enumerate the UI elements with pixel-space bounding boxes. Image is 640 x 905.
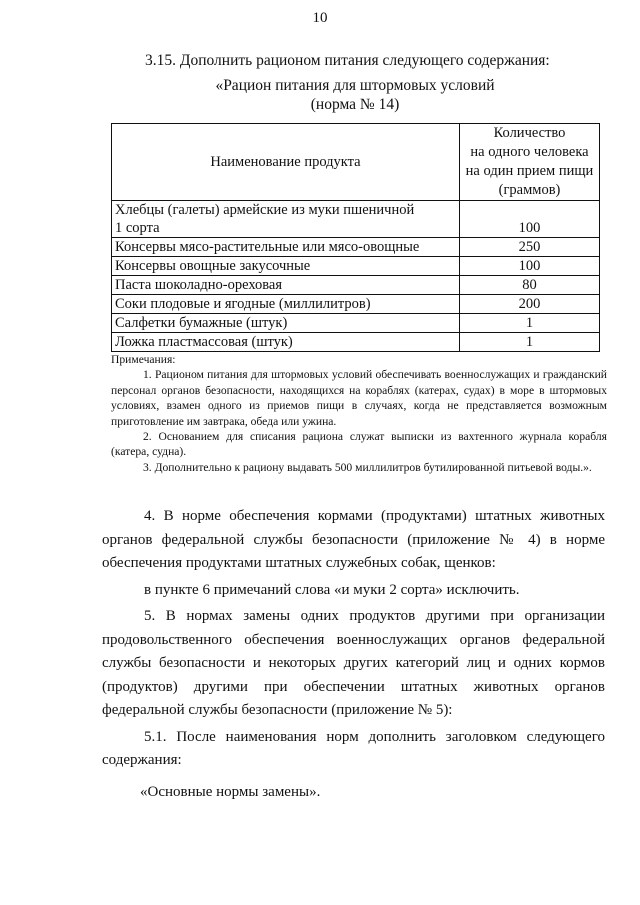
- table-row: [112, 295, 600, 314]
- note-item: 2. Основанием для списания рациона служат выписки из вахтенного журнала корабля (катера, судна).: [111, 430, 607, 459]
- product-name: [112, 201, 460, 238]
- product-name-line: 1 сорта: [115, 220, 160, 236]
- product-name: Соки плодовые и ягодные (миллилитров): [112, 295, 460, 314]
- paragraph: 4. В норме обеспечения кормами (продуктами) штатных животных органов федеральной службы безопасности (приложение № 4) в норме обеспечения продуктами штатных служебных собак, щенков:: [102, 508, 605, 571]
- header-quantity-line: на один прием пищи: [465, 163, 594, 179]
- product-name-line: Хлебцы (галеты) армейские из муки пшеничной: [115, 202, 415, 218]
- notes-block: [111, 352, 607, 475]
- note-item: 3. Дополнительно к рациону выдавать 500 миллилитров бутилированной питьевой воды.».: [143, 460, 592, 474]
- product-quantity: 100: [460, 257, 600, 276]
- notes-heading: Примечания:: [111, 353, 176, 366]
- product-quantity: 250: [460, 238, 600, 257]
- product-name: Паста шоколадно-ореховая: [112, 276, 460, 295]
- paragraph: в пункте 6 примечаний слова «и муки 2 сорта» исключить.: [144, 581, 520, 598]
- table-row: [112, 201, 600, 238]
- table-row: [112, 333, 600, 352]
- header-quantity-line: на одного человека: [470, 144, 589, 160]
- product-quantity: 200: [460, 295, 600, 314]
- table-row: [112, 276, 600, 295]
- product-name: Ложка пластмассовая (штук): [112, 333, 460, 352]
- paragraph: 5.1. После наименования норм дополнить заголовком следующего содержания:: [102, 728, 605, 768]
- header-product-name: Наименование продукта: [112, 124, 460, 201]
- table-header-row: [112, 124, 600, 201]
- ration-title: «Рацион питания для штормовых условий: [215, 77, 495, 94]
- table-row: [112, 257, 600, 276]
- product-quantity: 100: [460, 201, 600, 238]
- product-name: Консервы овощные закусочные: [112, 257, 460, 276]
- paragraph: 5. В нормах замены одних продуктов другими при организации продовольственного обеспечения военнослужащих органов федеральной службы безопасности и некоторых других категорий лиц и одних кормов (продуктов) другими при обеспечении штатных животных органов федеральной службы безопасности (приложение № 5):: [102, 608, 605, 718]
- product-quantity: 80: [460, 276, 600, 295]
- body-text: [102, 505, 605, 804]
- product-quantity: 1: [460, 314, 600, 333]
- page-number: 10: [312, 10, 328, 26]
- ration-table: [111, 123, 600, 352]
- header-quantity-line: Количество: [493, 125, 566, 141]
- product-quantity: 1: [460, 333, 600, 352]
- section-heading: 3.15. Дополнить рационом питания следующего содержания:: [145, 52, 550, 69]
- paragraph: «Основные нормы замены».: [140, 783, 321, 800]
- header-quantity-line: (граммов): [498, 182, 561, 198]
- table-row: [112, 314, 600, 333]
- table-row: [112, 238, 600, 257]
- product-name: Салфетки бумажные (штук): [112, 314, 460, 333]
- note-item: 1. Рационом питания для штормовых условий обеспечивать военнослужащих и гражданский персонал органов безопасности, находящихся на кораблях (катерах, судах) в море в штормовых условиях, взамен одного из приемов пищи в случаях, когда не представляется возможным приготовление им завтрака, обеда или ужина.: [111, 368, 607, 428]
- header-quantity: [460, 124, 600, 201]
- product-name: Консервы мясо-растительные или мясо-овощные: [112, 238, 460, 257]
- ration-norm-number: (норма № 14): [310, 96, 400, 113]
